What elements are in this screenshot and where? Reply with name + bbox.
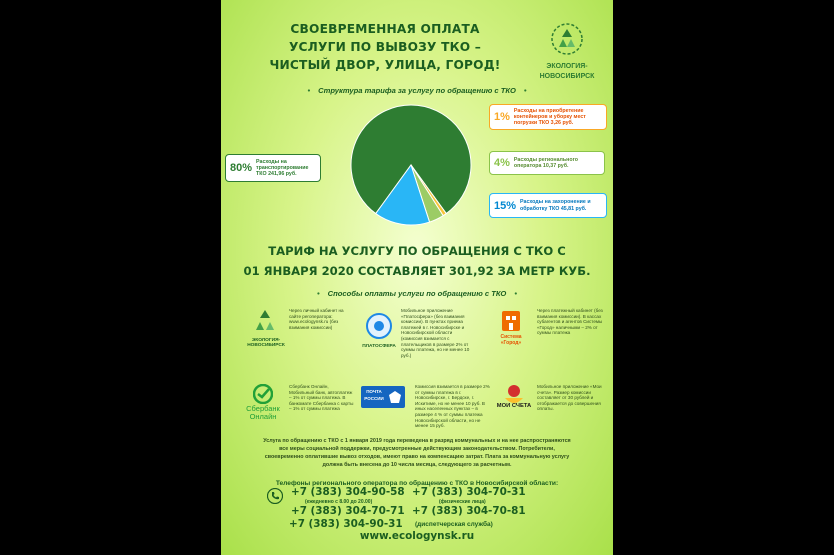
pay-method-platosfera xyxy=(361,308,491,370)
pay-pochta-label-2: РОССИИ xyxy=(364,396,384,401)
pay-method-pochta xyxy=(359,384,491,434)
headline-line-1: СВОЕВРЕМЕННАЯ ОПЛАТА xyxy=(290,22,480,36)
callout-disposal-text: Расходы на захоронение и обработку ТКО 45,81 руб. xyxy=(520,199,591,212)
callout-transport-text: Расходы на транспортирование ТКО 241,96 руб. xyxy=(256,158,309,178)
pay-pochta-label-1: ПОЧТА xyxy=(366,389,382,394)
tariff-line-2: 01 ЯНВАРЯ 2020 СОСТАВЛЯЕТ 301,92 ЗА МЕТР КУБ. xyxy=(243,264,591,278)
headline-line-3: ЧИСТЫЙ ДВОР, УЛИЦА, ГОРОД! xyxy=(269,58,501,72)
gorod-icon xyxy=(501,310,521,332)
pay-sber-label-2: Онлайн xyxy=(249,412,277,421)
phone-icon xyxy=(267,488,283,504)
pay-eco-label: ЭКОЛОГИЯ-НОВОСИБИРСК xyxy=(247,338,285,348)
pay-platosfera-label: ПЛАТОСФЕРА xyxy=(362,344,396,349)
pay-moi-text: Мобильное приложение «Мои счета». Размер комиссии составляет от 30 рублей и отображается до совершения оплаты. xyxy=(537,384,602,412)
phone-1-note: (ежедневно с 8.00 до 20.00) xyxy=(305,499,373,505)
phone-4[interactable]: +7 (383) 304-70-81 xyxy=(412,505,526,517)
pay-method-ecology xyxy=(247,308,357,358)
structure-title-text: Структура тарифа за услугу по обращению с ТКО xyxy=(318,86,516,95)
structure-title: • Структура тарифа за услугу по обращению с ТКО • xyxy=(307,86,527,95)
headline xyxy=(235,20,535,74)
phone-2[interactable]: +7 (383) 304-70-31 xyxy=(412,486,526,498)
recycle-icon xyxy=(251,308,279,334)
callout-operator-text: Расходы регионального оператора 10,37 руб. xyxy=(513,156,578,169)
pay-gorod-label: Система «Город» xyxy=(500,334,522,346)
pay-method-sberbank xyxy=(239,384,357,430)
website-link[interactable]: www.ecologynsk.ru xyxy=(359,530,475,542)
callout-containers xyxy=(489,104,607,130)
callout-transport xyxy=(225,154,321,182)
payment-title-text: Способы оплаты услуги по обращению с ТКО xyxy=(327,289,507,298)
eagle-icon xyxy=(387,389,403,405)
callout-containers-pct: 1% xyxy=(494,111,510,123)
tariff-pie-chart xyxy=(341,103,481,228)
pay-sber-text: Сбербанк Онлайн, Мобильный банк, автоплатеж – 1% от суммы платежа. В банкомате Сбербанка с карты – 1% от суммы платежа xyxy=(289,384,354,412)
callout-operator-pct: 4% xyxy=(494,157,510,169)
pay-eco-text: Через личный кабинет на сайте регоператора: www.ecologynsk.ru (без взимания комиссии) xyxy=(289,308,344,330)
phone-3[interactable]: +7 (383) 304-70-71 xyxy=(291,505,405,517)
payment-title: • Способы оплаты услуги по обращению с ТКО • xyxy=(316,289,517,298)
poster xyxy=(221,0,613,555)
sberbank-icon xyxy=(253,384,273,404)
tariff-line-1: ТАРИФ НА УСЛУГУ ПО ОБРАЩЕНИЯ С ТКО С xyxy=(268,244,566,258)
recycle-icon xyxy=(550,22,584,56)
callout-disposal xyxy=(489,193,607,218)
pay-gorod-text: Через платежный кабинет (без взимания комиссии). В кассах субагентов и агентов Системы «Город» наличными – 2% от суммы платежа xyxy=(537,308,603,336)
phone-1[interactable]: +7 (383) 304-90-58 xyxy=(291,486,405,498)
phones-title: Телефоны регионального оператора по обращению с ТКО в Новосибирской области: xyxy=(275,480,559,487)
logo-name-1: ЭКОЛОГИЯ- xyxy=(546,63,588,70)
platosfera-icon xyxy=(365,312,393,340)
phone-5[interactable]: +7 (383) 304-90-31 xyxy=(289,518,403,530)
pie-svg xyxy=(341,103,481,228)
callout-operator xyxy=(489,151,605,175)
phone-5-note: (диспетчерская служба) xyxy=(415,521,493,528)
headline-line-2: УСЛУГИ ПО ВЫВОЗУ ТКО – xyxy=(288,40,482,54)
pochta-logo xyxy=(361,386,405,408)
pay-pochta-text: Комиссия взимается в размере 2% от суммы платежа в г. Новосибирске, г. Бердске, г. Искитиме, но не менее 10 руб. В иных населенных пунктах – в размере 4 % от суммы платежа Новосибирской области, но не менее 15 руб. xyxy=(415,384,490,429)
phone-2-note: (физические лица) xyxy=(439,499,486,505)
tariff-text xyxy=(221,241,613,281)
callout-disposal-pct: 15% xyxy=(494,199,517,212)
pay-method-gorod xyxy=(495,308,611,368)
info-text: Услуга по обращению с ТКО с 1 января 2019 года переведена в разряд коммунальных и на нее распространяются все меры социальной поддержки, предусмотренные действующим законодательством. Потребители, своевременно оплатившие вывоз отходов, имеют право на компенсацию затрат. Плата за коммунальную услугу должна быть внесена до 10 числа месяца, следующего за расчетным. xyxy=(263,438,571,468)
pay-sber-label-1: Сбербанк xyxy=(246,404,280,413)
logo-name-2: НОВОСИБИРСК xyxy=(539,73,595,80)
callout-transport-pct: 80% xyxy=(230,162,253,174)
pay-method-moi-scheta xyxy=(495,384,611,430)
pay-moi-label: МОИ СЧЕТА xyxy=(496,403,532,409)
ecology-logo xyxy=(527,22,607,81)
callout-containers-text: Расходы на приобретение контейнеров и уборку мест погрузки ТКО 3,26 руб. xyxy=(513,107,586,127)
pay-platosfera-text: Мобильное приложение «Платосфера» (без взимания комиссии). В пунктах приема платежей в г. Новосибирске и Новосибирской области (комиссия взимается с плательщиков в размере 2% от суммы платежа, но не менее 10 руб.) xyxy=(401,308,470,358)
